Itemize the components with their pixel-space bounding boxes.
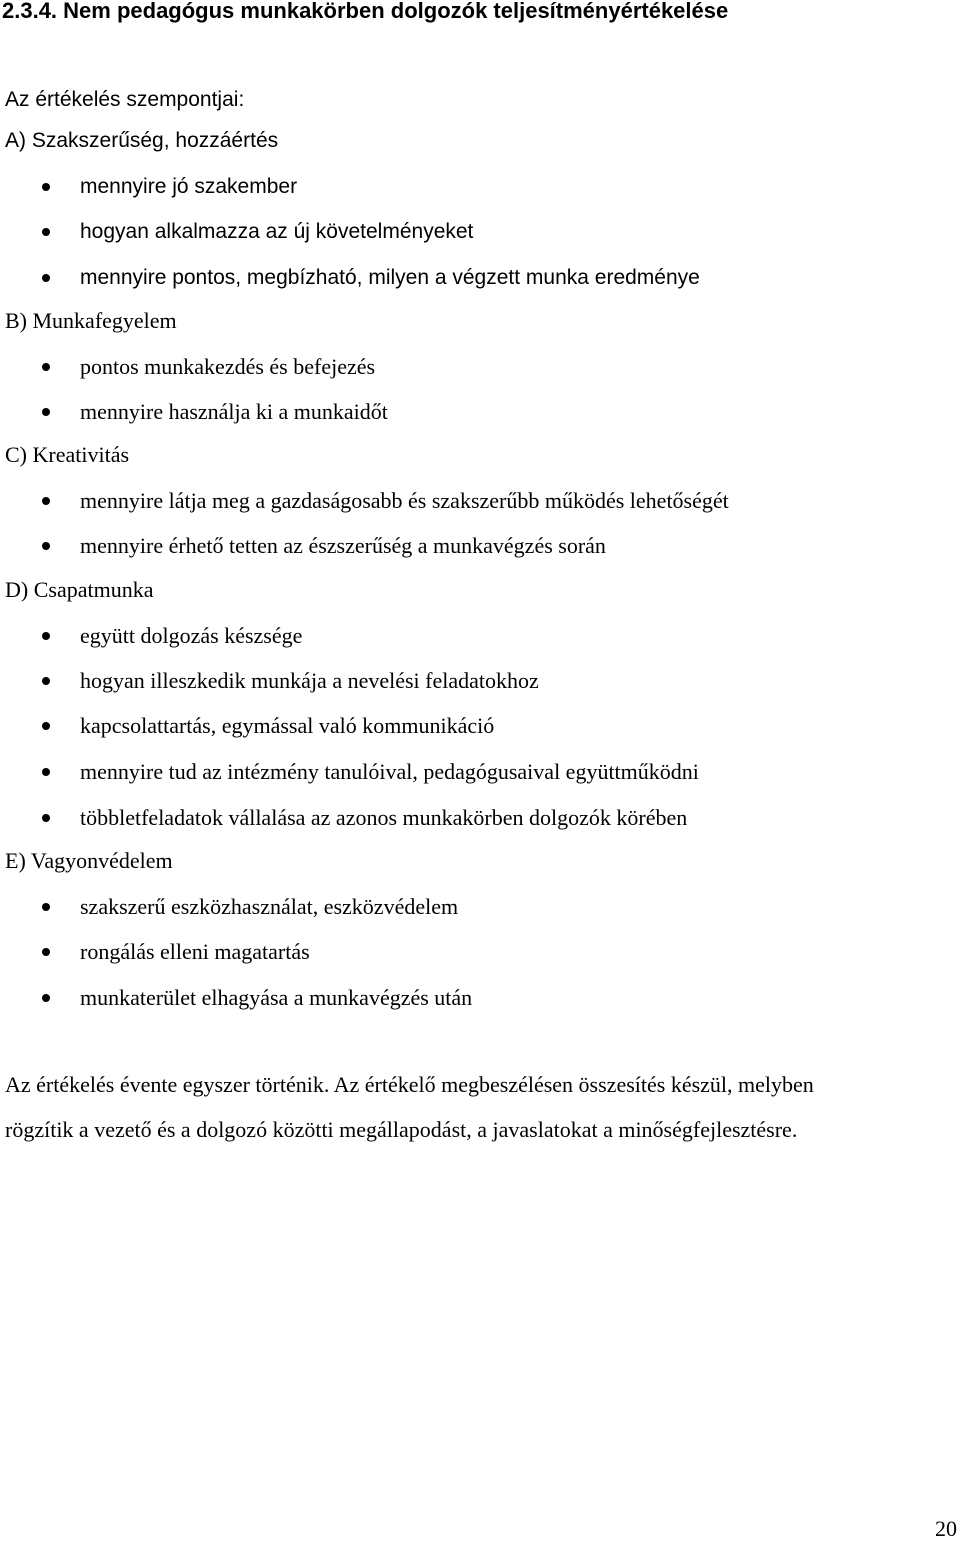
criteria-intro: Az értékelés szempontjai: [5, 88, 245, 111]
list-item-text: rongálás elleni magatartás [80, 939, 310, 964]
bullet-icon [42, 542, 50, 550]
section-e-title: E) Vagyonvédelem [5, 848, 173, 873]
list-item-text: kapcsolattartás, egymással való kommunikáció [80, 713, 495, 738]
bullet-icon [42, 948, 50, 956]
section-c-title: C) Kreativitás [5, 442, 130, 467]
bullet-icon [42, 677, 50, 685]
list-item-text: együtt dolgozás készsége [80, 623, 303, 648]
page-number: 20 [935, 1516, 957, 1541]
bullet-icon [42, 497, 50, 505]
bullet-icon [42, 363, 50, 371]
bullet-icon [42, 768, 50, 776]
section-heading: 2.3.4. Nem pedagógus munkakörben dolgozók teljesítményértékelése [2, 0, 729, 23]
bullet-icon [42, 722, 50, 730]
bullet-icon [42, 274, 50, 282]
list-item-text: pontos munkakezdés és befejezés [80, 354, 376, 379]
bullet-icon [42, 994, 50, 1002]
list-item-text: mennyire látja meg a gazdaságosabb és szakszerűbb működés lehetőségét [80, 488, 729, 513]
section-a-title: A) Szakszerűség, hozzáértés [5, 129, 279, 152]
list-item-text: mennyire érhető tetten az észszerűség a munkavégzés során [80, 533, 606, 558]
list-item-text: szakszerű eszközhasználat, eszközvédelem [80, 894, 459, 919]
list-item-text: hogyan alkalmazza az új követelményeket [80, 220, 474, 243]
bullet-icon [42, 814, 50, 822]
list-item-text: mennyire jó szakember [80, 175, 298, 198]
list-item-text: hogyan illeszkedik munkája a nevelési feladatokhoz [80, 668, 539, 693]
list-item-text: munkaterület elhagyása a munkavégzés után [80, 985, 473, 1010]
list-item-text: mennyire használja ki a munkaidőt [80, 399, 388, 424]
section-d-title: D) Csapatmunka [5, 577, 154, 602]
bullet-icon [42, 408, 50, 416]
closing-paragraph-line-1: Az értékelés évente egyszer történik. Az értékelő megbeszélésen összesítés készül, melyben [5, 1072, 814, 1097]
closing-paragraph-line-2: rögzítik a vezető és a dolgozó közötti megállapodást, a javaslatokat a minőségfejlesztésre. [5, 1117, 798, 1142]
bullet-icon [42, 183, 50, 191]
list-item-text: mennyire pontos, megbízható, milyen a végzett munka eredménye [80, 266, 700, 289]
bullet-icon [42, 228, 50, 236]
list-item-text: mennyire tud az intézmény tanulóival, pedagógusaival együttműködni [80, 759, 699, 784]
section-b-title: B) Munkafegyelem [5, 308, 177, 333]
bullet-icon [42, 632, 50, 640]
list-item-text: többletfeladatok vállalása az azonos munkakörben dolgozók körében [80, 805, 688, 830]
bullet-icon [42, 903, 50, 911]
